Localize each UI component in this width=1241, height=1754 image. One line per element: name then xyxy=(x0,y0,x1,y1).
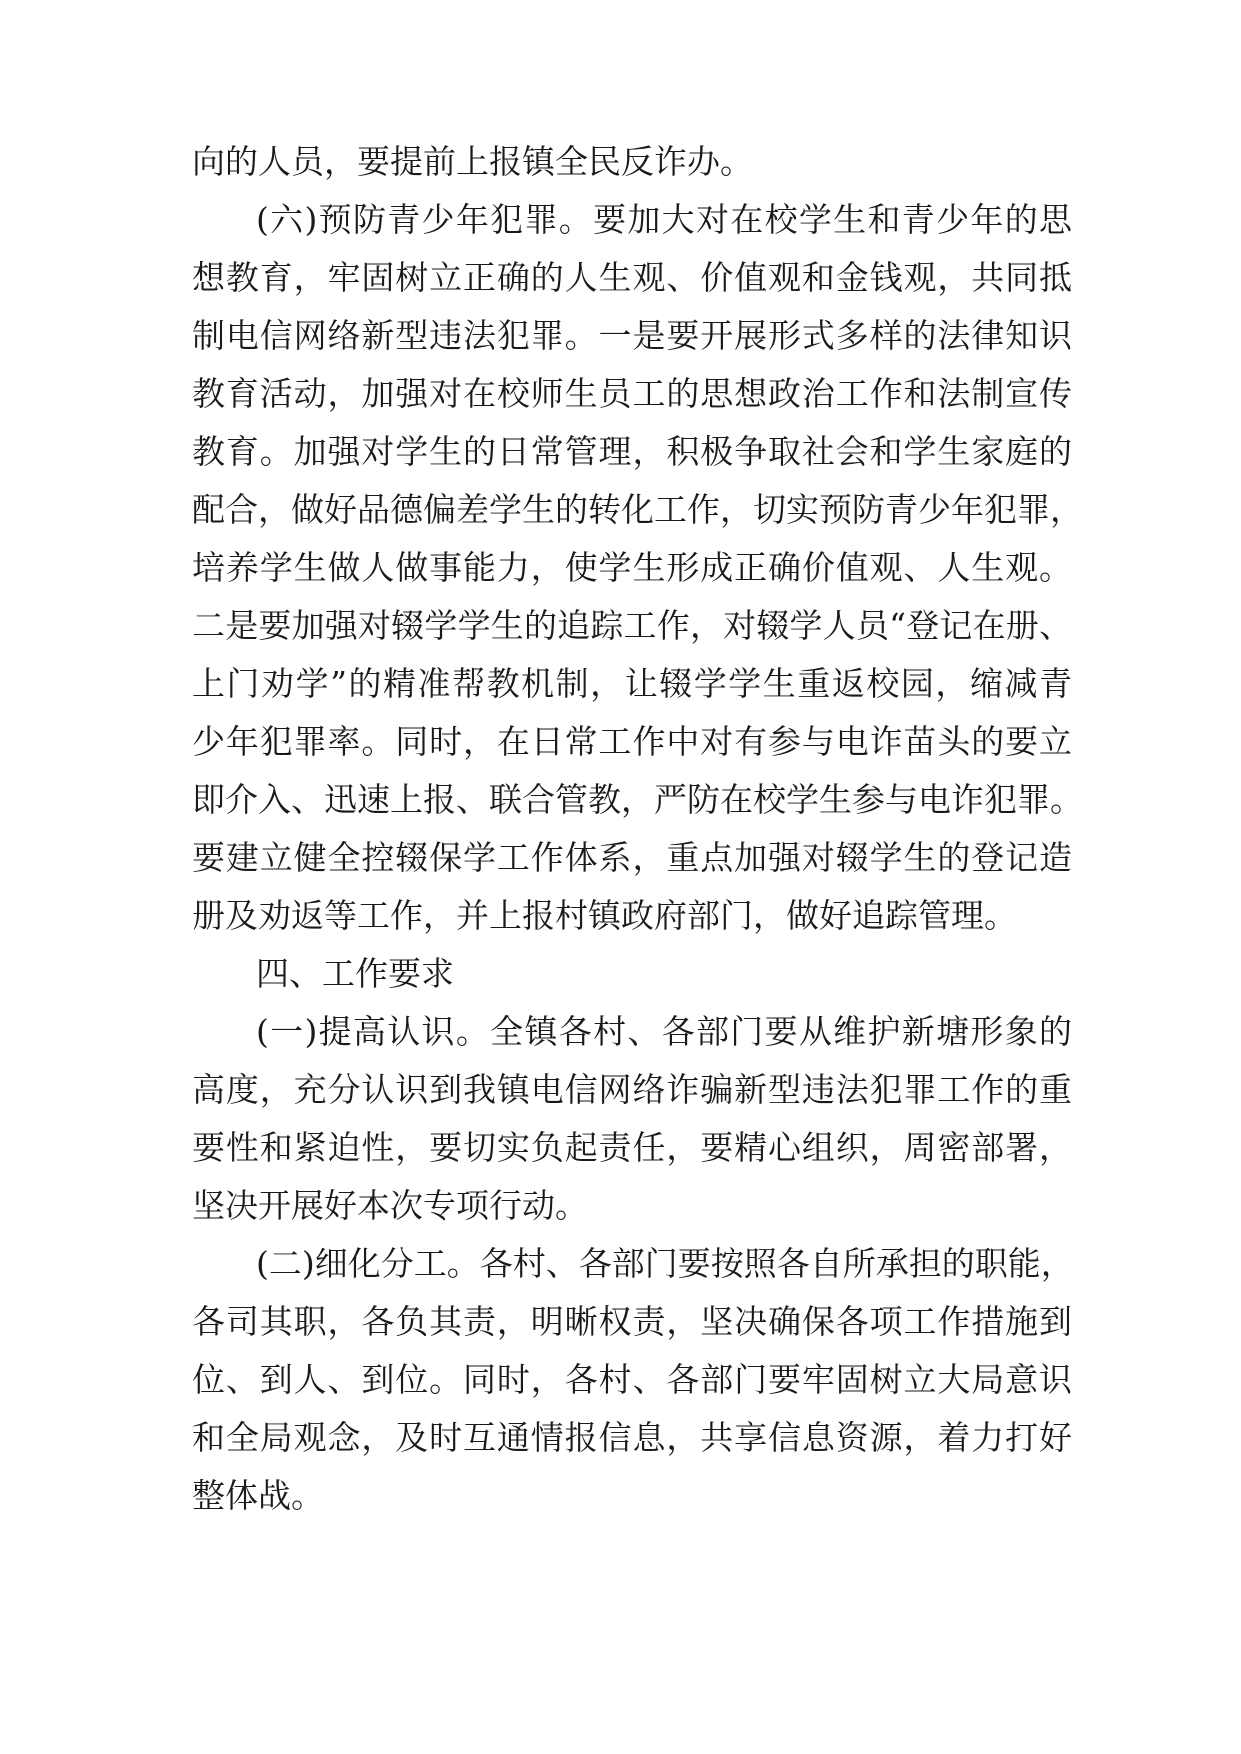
paragraph-line: 即介入、迅速上报、联合管教，严防在校学生参与电诈犯罪。 xyxy=(192,780,1083,819)
paragraph-line: (六)预防青少年犯罪。要加大对在校学生和青少年的思 xyxy=(256,200,1072,239)
paragraph-line: (一)提高认识。全镇各村、各部门要从维护新塘形象的 xyxy=(256,1012,1072,1051)
paragraph-line: 教育。加强对学生的日常管理，积极争取社会和学生家庭的 xyxy=(192,432,1072,471)
paragraph-line: (二)细化分工。各村、各部门要按照各自所承担的职能， xyxy=(256,1244,1074,1283)
paragraph-line: 少年犯罪率。同时，在日常工作中对有参与电诈苗头的要立 xyxy=(192,722,1072,761)
paragraph-line: 制电信网络新型违法犯罪。一是要开展形式多样的法律知识 xyxy=(192,316,1072,355)
paragraph-line: 想教育，牢固树立正确的人生观、价值观和金钱观，共同抵 xyxy=(192,258,1072,297)
paragraph-line: 册及劝返等工作，并上报村镇政府部门，做好追踪管理。 xyxy=(192,896,1017,935)
paragraph-line: 培养学生做人做事能力，使学生形成正确价值观、人生观。 xyxy=(192,548,1072,587)
paragraph-line: 要建立健全控辍保学工作体系，重点加强对辍学生的登记造 xyxy=(192,838,1072,877)
paragraph-line: 配合，做好品德偏差学生的转化工作，切实预防青少年犯罪， xyxy=(192,490,1083,529)
paragraph-line: 位、到人、到位。同时，各村、各部门要牢固树立大局意识 xyxy=(192,1360,1072,1399)
section-heading: 四、工作要求 xyxy=(256,954,454,993)
paragraph-line: 要性和紧迫性，要切实负起责任，要精心组织，周密部署， xyxy=(192,1128,1072,1167)
paragraph-line: 向的人员，要提前上报镇全民反诈办。 xyxy=(192,142,753,181)
paragraph-line: 各司其职，各负其责，明晰权责，坚决确保各项工作措施到 xyxy=(192,1302,1072,1341)
paragraph-line: 二是要加强对辍学学生的追踪工作，对辍学人员“登记在册、 xyxy=(192,606,1072,645)
paragraph-line: 坚决开展好本次专项行动。 xyxy=(192,1186,588,1225)
paragraph-line: 高度，充分认识到我镇电信网络诈骗新型违法犯罪工作的重 xyxy=(192,1070,1072,1109)
paragraph-line: 教育活动，加强对在校师生员工的思想政治工作和法制宣传 xyxy=(192,374,1072,413)
paragraph-line: 上门劝学”的精准帮教机制，让辍学学生重返校园，缩减青 xyxy=(192,664,1072,703)
paragraph-line: 整体战。 xyxy=(192,1476,324,1515)
paragraph-line: 和全局观念，及时互通情报信息，共享信息资源，着力打好 xyxy=(192,1418,1072,1457)
